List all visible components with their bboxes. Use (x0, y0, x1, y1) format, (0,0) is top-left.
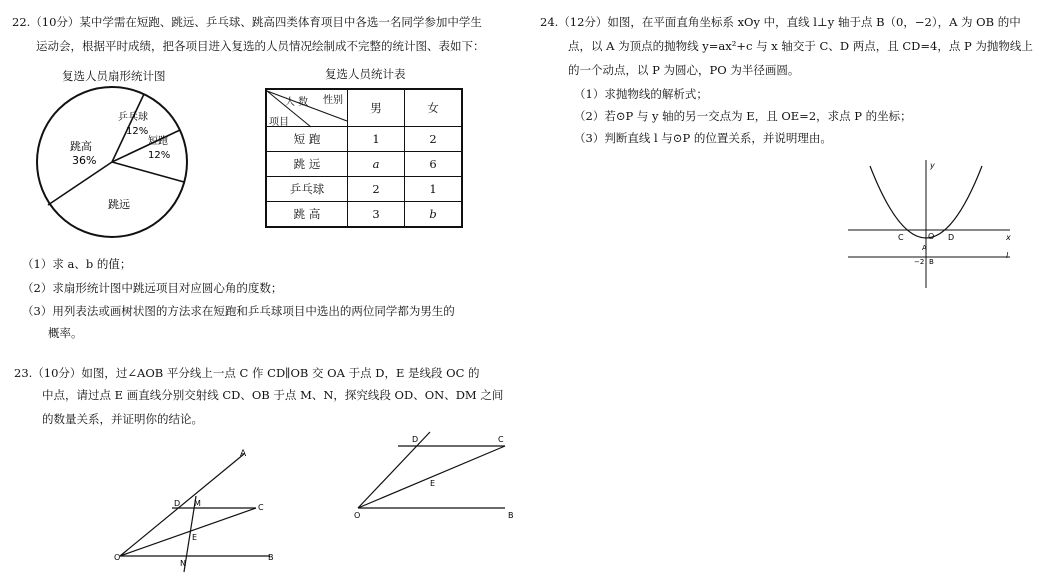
q24-line1: 24.（12分）如图，在平面直角坐标系 xOy 中，直线 l⊥y 轴于点 B（0，−2），A 为 OB 的中 (540, 15, 1021, 29)
label-N: N (180, 559, 186, 568)
cell-male: 2 (348, 177, 405, 202)
cell-female: 1 (405, 177, 463, 202)
q23-figure-1 (110, 448, 290, 578)
row-item: 跳 远 (266, 152, 348, 177)
label-O: O (928, 232, 935, 241)
axis-label-y: y (930, 161, 935, 170)
label-M: M (194, 499, 201, 508)
label-A: A (922, 244, 927, 252)
q22-sub3-cont: 概率。 (48, 326, 83, 340)
q22-heading-cont: 运动会，根据平时成绩，把各项目进入复选的人员情况绘制成不完整的统计图、表如下： (36, 39, 485, 53)
pie-pct-pingpong: 12% (126, 126, 149, 137)
header-count: 人 数 (285, 97, 309, 108)
q24-sub2: （2）若⊙P 与 y 轴的另一交点为 E，且 OE=2，求点 P 的坐标； (574, 109, 912, 123)
label-neg2: −2 (914, 258, 925, 266)
pie-label-highjump: 跳高 (70, 140, 92, 153)
cell-male: 3 (348, 202, 405, 228)
table-title: 复选人员统计表 (325, 67, 406, 81)
cell-female: b (405, 202, 463, 228)
pie-title: 复选人员扇形统计图 (62, 69, 166, 83)
q24-sub3: （3）判断直线 l 与⊙P 的位置关系，并说明理由。 (574, 131, 832, 145)
q23-line1: 23.（10分）如图，过∠AOB 平分线上一点 C 作 CD∥OB 交 OA 于点 D，E 是线段 OC 的 (14, 366, 480, 380)
header-male: 男 (348, 89, 405, 127)
label-E: E (430, 479, 436, 488)
label-B: B (929, 258, 934, 266)
label-D: D (174, 499, 181, 508)
cell-female: 6 (405, 152, 463, 177)
q24-line2: 点，以 A 为顶点的抛物线 y=ax²+c 与 x 轴交于 C、D 两点，且 CD=4，点 P 为抛物线上 (568, 39, 1033, 53)
q24-figure (848, 160, 1018, 290)
axis-label-x: x (1006, 233, 1011, 242)
q23-line2: 中点，请过点 E 画直线分别交射线 CD、OB 于点 M、N，探究线段 OD、ON、DM 之间 (42, 388, 504, 402)
label-A: A (240, 449, 247, 459)
table-diagonal-header (267, 91, 347, 128)
label-D: D (948, 233, 955, 242)
pie-pct-highjump: 36% (72, 154, 97, 167)
cell-male: a (348, 152, 405, 177)
label-B: B (268, 553, 274, 562)
cell-male: 1 (348, 127, 405, 152)
cell-female: 2 (405, 127, 463, 152)
row-item: 乒乓球 (266, 177, 348, 202)
pie-label-longjump: 跳远 (108, 198, 130, 211)
pie-pct-sprint: 12% (148, 150, 171, 161)
header-item: 项目 (269, 117, 289, 128)
label-C: C (898, 233, 904, 242)
q23-line3: 的数量关系，并证明你的结论。 (42, 412, 203, 426)
q22-sub2: （2）求扇形统计图中跳远项目对应圆心角的度数； (22, 281, 283, 295)
stats-table (265, 88, 463, 228)
q22-heading: 22.（10分）某中学需在短跑、跳远、乒乓球、跳高四类体育项目中各选一名同学参加中学生 (12, 15, 482, 29)
q22-sub1: （1）求 a、b 的值； (22, 257, 132, 271)
q24-sub1: （1）求抛物线的解析式； (574, 87, 708, 101)
pie-chart (30, 82, 200, 252)
label-C: C (258, 503, 264, 512)
label-l: l (1006, 251, 1009, 260)
label-O: O (114, 553, 121, 562)
pie-label-sprint: 短跑 (148, 136, 168, 147)
row-item: 跳 高 (266, 202, 348, 228)
header-female: 女 (405, 89, 463, 127)
header-gender: 性别 (323, 95, 343, 106)
q24-line3: 的一个动点，以 P 为圆心，PO 为半径画圆。 (568, 63, 800, 77)
row-item: 短 跑 (266, 127, 348, 152)
label-B: B (508, 511, 514, 520)
label-D: D (412, 435, 419, 444)
pie-label-pingpong: 乒乓球 (118, 112, 148, 123)
q23-figure-2 (350, 428, 530, 528)
q22-sub3: （3）用列表法或画树状图的方法求在短跑和乒乓球项目中选出的两位同学都为男生的 (22, 304, 455, 318)
label-O: O (354, 511, 361, 520)
label-C: C (498, 435, 504, 444)
label-E: E (192, 533, 198, 542)
